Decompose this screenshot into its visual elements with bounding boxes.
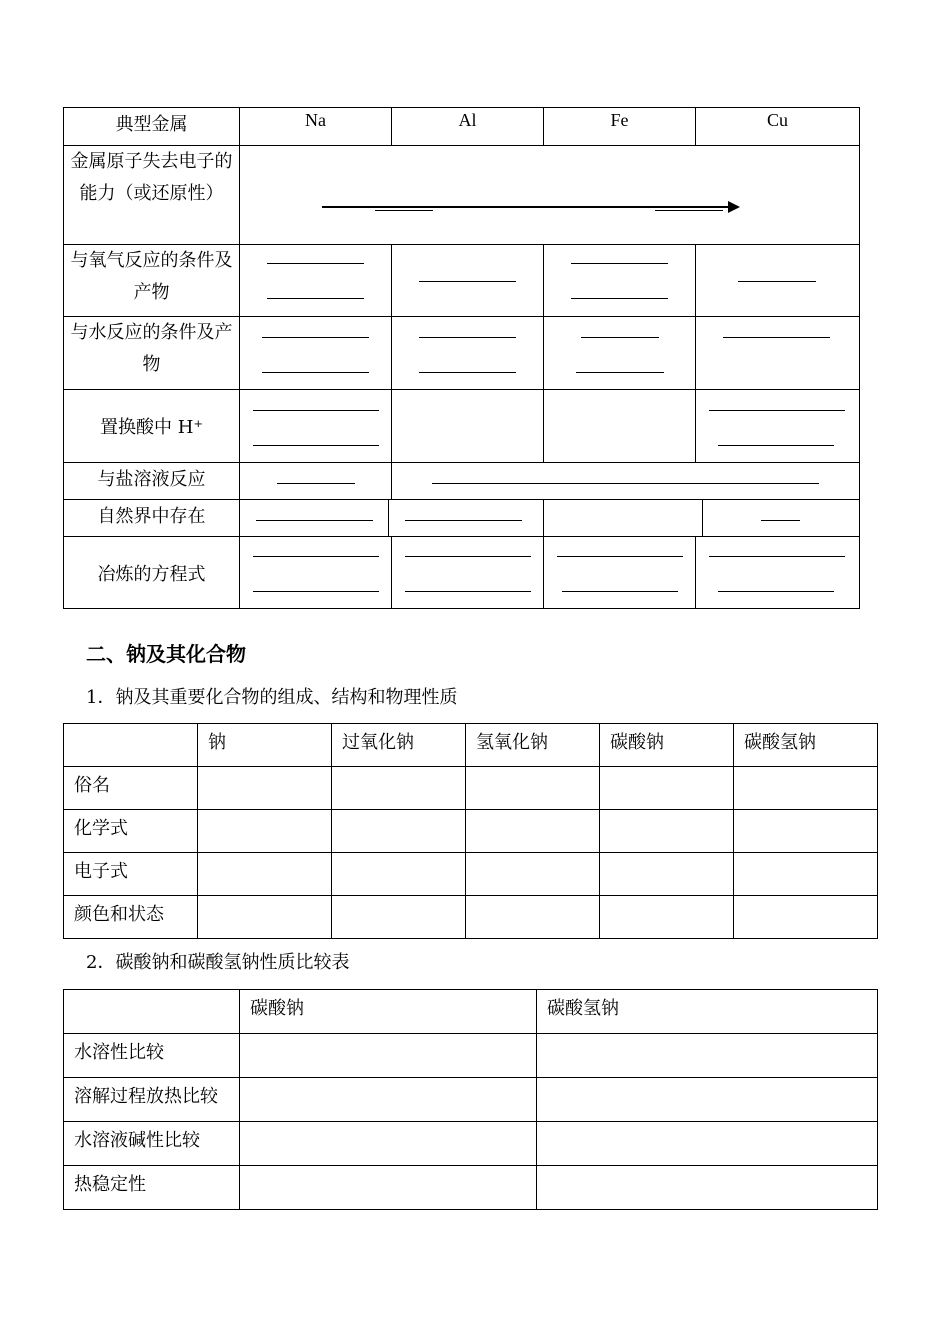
blank-line [405, 520, 522, 521]
cell-al-oxygen [392, 245, 544, 317]
blank-line [576, 372, 664, 373]
header-na: Na [240, 108, 392, 146]
col-header: 碳酸氢钠 [734, 724, 878, 767]
table-cell [537, 1034, 878, 1078]
row-header: 溶解过程放热比较 [64, 1078, 240, 1122]
cell-fe-acid [544, 390, 696, 463]
row-label-oxygen [64, 245, 240, 317]
blank-line [375, 210, 433, 211]
blank-line [277, 483, 355, 484]
table-cell [240, 1166, 537, 1210]
row-label-salt-text: 与盐溶液反应 [97, 469, 206, 490]
row-header: 电子式 [64, 853, 198, 896]
blank-line [253, 445, 379, 446]
header-al: Al [392, 108, 544, 146]
header-cu: Cu [696, 108, 860, 146]
cell-al-water [392, 317, 544, 390]
table-cell [466, 810, 600, 853]
table-cell [198, 853, 332, 896]
cell-al-acid [392, 390, 544, 463]
blank-line [253, 591, 379, 592]
table-cell [734, 853, 878, 896]
cell-cu-acid [696, 390, 860, 463]
table-cell [466, 896, 600, 939]
table-cell [600, 853, 734, 896]
table-cell [600, 810, 734, 853]
header-label: 典型金属 [64, 108, 240, 146]
table-cell [734, 896, 878, 939]
corner-cell [64, 990, 240, 1034]
table-cell [734, 767, 878, 810]
blank-line [419, 372, 516, 373]
table-cell [332, 896, 466, 939]
row-label-smelting [64, 537, 240, 609]
blank-line [562, 591, 678, 592]
row-label-water [64, 317, 240, 390]
subsection-2-title: 2．碳酸钠和碳酸氢钠性质比较表 [86, 952, 350, 973]
blank-line [761, 520, 800, 521]
cell-cu-oxygen [696, 245, 860, 317]
blank-line [655, 210, 723, 211]
divider [388, 500, 389, 537]
cell-al-nature [392, 500, 544, 537]
cell-cu-smelting [696, 537, 860, 609]
row-label-nature [64, 500, 240, 537]
row-label-salt [64, 463, 240, 500]
row-label-smelting-text: 冶炼的方程式 [97, 563, 206, 585]
table-cell [466, 767, 600, 810]
blank-line [432, 483, 819, 484]
cell-fe-water [544, 317, 696, 390]
cell-fe-smelting [544, 537, 696, 609]
blank-line [709, 410, 845, 411]
metals-table [63, 107, 860, 609]
blank-line [718, 445, 834, 446]
cell-na-smelting [240, 537, 392, 609]
table-cell [537, 1166, 878, 1210]
col-header: 过氧化钠 [332, 724, 466, 767]
table-cell [332, 810, 466, 853]
row-header: 颜色和状态 [64, 896, 198, 939]
blank-line [718, 591, 834, 592]
blank-line [267, 263, 364, 264]
table-cell [537, 1122, 878, 1166]
col-header: 钠 [198, 724, 332, 767]
table-cell [198, 896, 332, 939]
table-cell [240, 1078, 537, 1122]
table-cell [600, 896, 734, 939]
row-label-water-text: 与水反应的条件及产物 [70, 322, 233, 375]
blank-line [253, 556, 379, 557]
cell-na-nature [240, 500, 392, 537]
arrow-right-icon [728, 201, 740, 213]
row-header: 化学式 [64, 810, 198, 853]
reducing-arrow-cell [240, 146, 860, 245]
cell-na-acid [240, 390, 392, 463]
blank-line [262, 372, 369, 373]
row-header: 水溶液碱性比较 [64, 1122, 240, 1166]
row-label-acid [64, 390, 240, 463]
table-cell [198, 810, 332, 853]
blank-line [262, 337, 369, 338]
cell-na-salt [240, 463, 392, 500]
subsection-1-title: 1．钠及其重要化合物的组成、结构和物理性质 [86, 687, 458, 708]
blank-line [571, 298, 668, 299]
cell-others-salt [392, 463, 860, 500]
cell-fe-nature [544, 500, 696, 537]
blank-line [267, 298, 364, 299]
table-cell [240, 1122, 537, 1166]
compare-table [63, 989, 878, 1210]
cell-cu-nature [696, 500, 860, 537]
blank-line [581, 337, 659, 338]
row-label-acid-text: 置换酸中 H⁺ [100, 417, 203, 438]
cell-na-oxygen [240, 245, 392, 317]
blank-line [253, 410, 379, 411]
blank-line [723, 337, 830, 338]
blank-line [419, 337, 516, 338]
row-label-oxygen-text: 与氧气反应的条件及产物 [70, 250, 233, 303]
arrow-line [322, 206, 730, 208]
col-header: 氢氧化钠 [466, 724, 600, 767]
section-title: 二、钠及其化合物 [86, 642, 246, 666]
col-header: 碳酸钠 [600, 724, 734, 767]
blank-line [419, 281, 516, 282]
table-cell [600, 767, 734, 810]
blank-line [256, 520, 373, 521]
row-header: 俗名 [64, 767, 198, 810]
blank-line [405, 591, 531, 592]
row-label-reducing [64, 146, 240, 245]
col-header: 碳酸钠 [240, 990, 537, 1034]
cell-cu-water [696, 317, 860, 390]
table-cell [466, 853, 600, 896]
corner-cell [64, 724, 198, 767]
blank-line [557, 556, 683, 557]
table-cell [240, 1034, 537, 1078]
blank-line [405, 556, 531, 557]
blank-line [571, 263, 668, 264]
header-fe: Fe [544, 108, 696, 146]
table-cell [537, 1078, 878, 1122]
table-cell [734, 810, 878, 853]
row-header: 热稳定性 [64, 1166, 240, 1210]
cell-fe-oxygen [544, 245, 696, 317]
row-label-nature-text: 自然界中存在 [97, 506, 206, 527]
compounds-table [63, 723, 878, 939]
row-label-reducing-text: 金属原子失去电子的能力（或还原性） [70, 151, 233, 204]
cell-na-water [240, 317, 392, 390]
col-header: 碳酸氢钠 [537, 990, 878, 1034]
table-cell [332, 767, 466, 810]
table-cell [198, 767, 332, 810]
cell-al-smelting [392, 537, 544, 609]
blank-line [709, 556, 845, 557]
table-cell [332, 853, 466, 896]
blank-line [738, 281, 816, 282]
row-header: 水溶性比较 [64, 1034, 240, 1078]
